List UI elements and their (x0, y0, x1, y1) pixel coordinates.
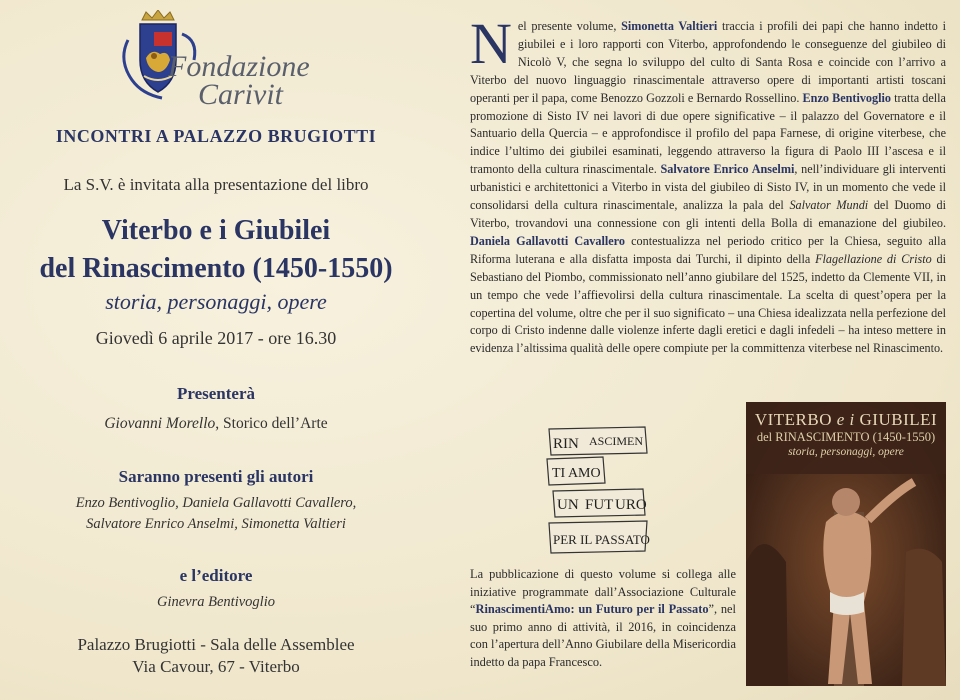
authors-line1: Enzo Bentivoglio, Daniela Gallavotti Cavallero, (75, 495, 357, 511)
stamp-text-6: URO (615, 497, 647, 513)
association-text-1: La pubblicazione di questo volume si collega alle iniziative programmate dall’Associazione Culturale “ (470, 567, 736, 617)
cover-title-a: VITERBO (754, 410, 837, 429)
presenter-name: Giovanni Morello (104, 415, 216, 432)
book-subtitle: storia, personaggi, opere (105, 289, 327, 314)
cover-tagline: storia, personaggi, opere (788, 446, 904, 458)
stamp-text-1: RIN (553, 436, 579, 452)
work-title-flagellazione: Flagellazione di Cristo (815, 251, 932, 266)
author-name-bentivoglio: Enzo Bentivoglio (802, 90, 891, 105)
author-name-anselmi: Salvatore Enrico Anselmi (660, 162, 795, 177)
association-text-2: ”, nel suo primo anno di attività, il 2016, in coincidenza con l’apertura dell’Anno Giubilare della Misericordia indetto da papa Francesco. (470, 602, 736, 669)
description-text (470, 11, 947, 358)
body-text-3: tratta della promozione di Sisto IV nei lavori di due opere significative – il palazzo del Governatore e il Santuario della Quercia – e approfondisce il profilo del papa Farnese, di origine viterbese, che indice l’ultimo dei giubilei esaminati, leggendo attraverso la figura di Paolo III l’ascesa e il tramonto della cultura rinascimentale. (470, 90, 946, 177)
body-text-1: el presente volume, (517, 19, 622, 33)
description-column (470, 11, 947, 358)
book-cover (746, 402, 946, 686)
presenter-heading: Presenterà (176, 384, 256, 403)
association-note (470, 566, 736, 672)
book-title (0, 212, 432, 288)
stamp-text-4: UN (557, 497, 579, 513)
cover-subtitle: del RINASCIMENTO (1450-1550) (756, 430, 936, 444)
logo-text-carivit: Carivit (198, 78, 284, 111)
stamp-text-3: TI AMO (552, 466, 601, 481)
editor-heading: e l’editore (179, 566, 253, 585)
body-text-5: del Duomo di Viterbo, trovandovi una connessione con gli intenti della Bolla di emanazione del giubileo. (470, 198, 946, 230)
book-title-line2: del Rinascimento (1450-1550) (39, 253, 393, 284)
logo-text-fondazione: Fondazione (168, 50, 310, 83)
event-series: INCONTRI A PALAZZO BRUGIOTTI (55, 126, 377, 146)
presenter-line (0, 415, 432, 433)
rinascimentiamo-stamp (543, 423, 651, 557)
authors-list (0, 493, 432, 535)
venue-line2: Via Cavour, 67 - Viterbo (132, 657, 300, 676)
invite-line: La S.V. è invitata alla presentazione del libro (63, 175, 369, 194)
body-text-7: di Sebastiano del Piombo, commissionato nell’anno giubilare del 1525, indetto da Clemente VII, in un tempo che vede l’affievolirsi della cultura rinascimentale. La scelta di quest’opera per la copertina del volume, oltre che per il suo significato – una Chiesa idealizzata nella perfezione del corpo di Cristo indenne dalle violenze inferte dagli eretici e dagli infedeli – ha inteso mettere in evidenza l’altissima qualità delle opere compiute per la committenza viterbese nel Rinascimento. (470, 251, 947, 356)
work-title-salvator-mundi: Salvator Mundi (789, 198, 869, 213)
stamp-text-8: PASSATO (595, 532, 650, 547)
body-text-2: traccia i profili dei papi che hanno indetto i giubilei e i loro rapporti con Viterbo, approfondendo le conseguenze del giubileo di Nicolò V, che segna lo sviluppo del culto di Santa Rosa e coincide con l’arrivo a Viterbo del nuovo linguaggio rinascimentale attraverso opere di importanti artisti toscani operanti per il papa, come Benozzo Gozzoli e Bernardo Rossellino. (470, 19, 946, 105)
cover-title (746, 410, 946, 430)
event-date: Giovedì 6 aprile 2017 - ore 16.30 (95, 328, 337, 348)
venue (0, 634, 432, 678)
stamp-text-7: PER IL (553, 532, 593, 547)
association-name: RinascimentiAmo: un Futuro per il Passato (475, 602, 709, 617)
body-text-4: , nell’individuare gli interventi urbanistici e architettonici a Viterbo in vista del giubileo di Sisto IV, in un momento che vede il consolidarsi della cultura rinascimentale, analizza la pala del (470, 162, 946, 213)
dropcap: N (470, 11, 512, 76)
authors-line2: Salvatore Enrico Anselmi, Simonetta Valtieri (86, 516, 346, 532)
book-title-line1: Viterbo e i Giubilei (101, 215, 331, 246)
author-name-valtieri: Simonetta Valtieri (621, 19, 718, 33)
presenter-role: , Storico dell’Arte (215, 415, 328, 432)
stamp-text-2: ASCIMEN (589, 434, 644, 448)
cover-title-c: GIUBILEI (854, 410, 938, 429)
left-column (0, 0, 432, 700)
stamp-text-5: FUT (585, 497, 614, 513)
author-name-gallavotti: Daniela Gallavotti Cavallero (470, 233, 625, 248)
venue-line1: Palazzo Brugiotti - Sala delle Assemblee (77, 635, 355, 654)
cover-title-b: e i (836, 410, 855, 429)
body-text-6: contestualizza nel periodo critico per la Chiesa, seguito alla Riforma luterana e alla disfatta imposta dai Turchi, il dipinto della (470, 233, 946, 266)
editor-name: Ginevra Bentivoglio (157, 594, 275, 610)
authors-heading: Saranno presenti gli autori (118, 467, 314, 486)
